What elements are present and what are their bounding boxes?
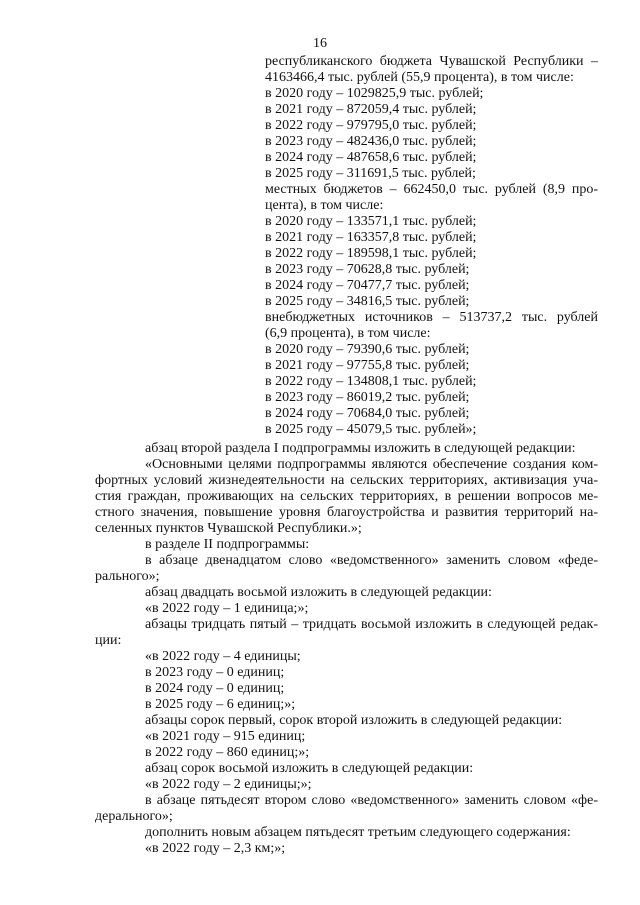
finance-line: в 2023 году – 86019,2 тыс. рублей; (265, 390, 470, 405)
body-line: «Основными целями подпрограммы являются обеспечение создания ком- (145, 457, 598, 472)
body-line: «в 2022 году – 1 единица;»; (145, 601, 309, 616)
finance-line: в 2023 году – 482436,0 тыс. рублей; (265, 134, 477, 149)
finance-line: местных бюджетов – 662450,0 тыс. рублей (8,9 про- (265, 182, 598, 197)
finance-line: 4163466,4 тыс. рублей (55,9 процента), в том числе: (265, 70, 574, 85)
body-line: рального»; (95, 569, 160, 584)
body-line: ции: (95, 633, 122, 648)
finance-line: в 2020 году – 79390,6 тыс. рублей; (265, 342, 470, 357)
finance-line: в 2020 году – 133571,1 тыс. рублей; (265, 214, 477, 229)
body-line: абзацы тридцать пятый – тридцать восьмой изложить в следующей редак- (145, 617, 598, 632)
finance-line: в 2025 году – 34816,5 тыс. рублей; (265, 294, 470, 309)
body-line: селенных пунктов Чувашской Республики.»; (95, 521, 362, 536)
finance-line: в 2021 году – 163357,8 тыс. рублей; (265, 230, 477, 245)
finance-line: (6,9 процента), в том числе: (265, 326, 431, 341)
body-line: дерального»; (95, 809, 173, 824)
body-line: «в 2022 году – 4 единицы; (145, 649, 301, 664)
finance-line: в 2023 году – 70628,8 тыс. рублей; (265, 262, 470, 277)
finance-line: цента), в том числе: (265, 198, 384, 213)
body-line: абзац сорок восьмой изложить в следующей редакции: (145, 761, 474, 776)
finance-line: в 2020 году – 1029825,9 тыс. рублей; (265, 86, 484, 101)
body-line: дополнить новым абзацем пятьдесят третьим следующего содержания: (145, 825, 571, 840)
body-line: в 2022 году – 860 единиц;»; (145, 745, 310, 760)
body-line: в 2025 году – 6 единиц;»; (145, 697, 296, 712)
body-line: стия граждан, проживающих на сельских территориях, в решении вопросов ме- (95, 489, 598, 504)
finance-line: в 2024 году – 70684,0 тыс. рублей; (265, 406, 470, 421)
finance-line: в 2024 году – 70477,7 тыс. рублей; (265, 278, 470, 293)
body-line: фортных условий жизнедеятельности на сельских территориях, активизация уча- (95, 473, 598, 488)
body-line: в абзаце двенадцатом слово «ведомственного» заменить словом «феде- (145, 553, 598, 568)
body-line: абзацы сорок первый, сорок второй изложить в следующей редакции: (145, 713, 563, 728)
body-line: «в 2022 году – 2 единицы;»; (145, 777, 312, 792)
body-line: абзац двадцать восьмой изложить в следующей редакции: (145, 585, 492, 600)
finance-line: в 2022 году – 134808,1 тыс. рублей; (265, 374, 477, 389)
body-line: стного значения, повышение уровня благоустройства и развития территорий на- (95, 505, 598, 520)
finance-line: в 2025 году – 311691,5 тыс. рублей; (265, 166, 476, 181)
body-line: в разделе II подпрограммы: (145, 537, 310, 552)
finance-line: в 2024 году – 487658,6 тыс. рублей; (265, 150, 477, 165)
finance-line: в 2021 году – 872059,4 тыс. рублей; (265, 102, 477, 117)
body-line: «в 2022 году – 2,3 км;»; (145, 841, 286, 856)
finance-line: республиканского бюджета Чувашской Республики – (265, 54, 598, 69)
finance-line: в 2022 году – 189598,1 тыс. рублей; (265, 246, 477, 261)
finance-line: в 2025 году – 45079,5 тыс. рублей»; (265, 422, 477, 437)
finance-line: в 2022 году – 979795,0 тыс. рублей; (265, 118, 477, 133)
body-line: в абзаце пятьдесят втором слово «ведомственного» заменить словом «фе- (145, 793, 598, 808)
finance-line: в 2021 году – 97755,8 тыс. рублей; (265, 358, 470, 373)
body-line: в 2023 году – 0 единиц; (145, 665, 285, 680)
body-line: в 2024 году – 0 единиц; (145, 681, 285, 696)
body-line: абзац второй раздела I подпрограммы изложить в следующей редакции: (145, 441, 576, 456)
finance-line: внебюджетных источников – 513737,2 тыс. рублей (265, 310, 598, 325)
page-number: 16 (313, 36, 327, 51)
body-line: «в 2021 году – 915 единиц; (145, 729, 306, 744)
